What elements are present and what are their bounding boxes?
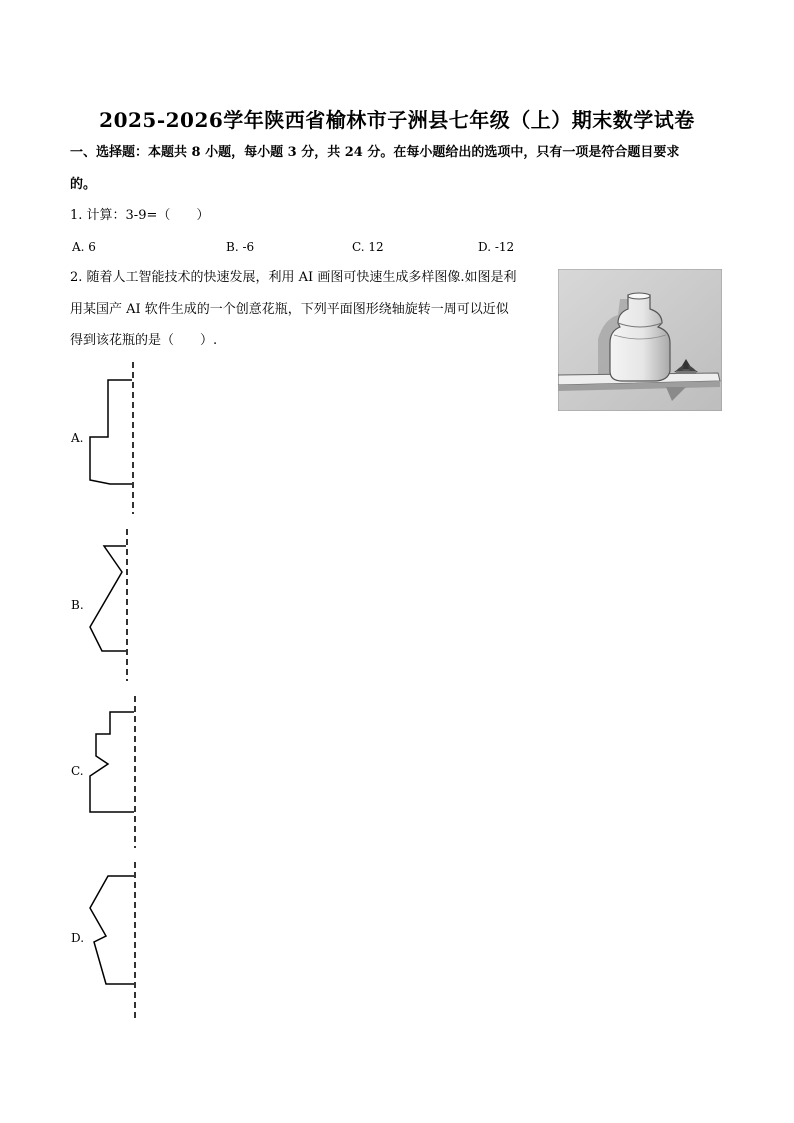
q1-option-d: D. -12 [478,240,515,254]
figure-a [86,362,142,516]
figure-b [86,529,142,683]
figure-c-label: C. [71,764,84,778]
figure-b-label: B. [71,598,84,612]
q2-stem-line3: 得到该花瓶的是（ ）. [70,333,218,348]
section-heading-line1: 一、选择题：本题共 8 小题，每小题 3 分，共 24 分。在每小题给出的选项中，只有一项是符合题目要求 [70,145,680,160]
q2-stem-line1: 2. 随着人工智能技术的快速发展，利用 AI 画图可快速生成多样图像.如图是利 [70,270,517,285]
q2-stem-line2: 用某国产 AI 软件生成的一个创意花瓶，下列平面图形绕轴旋转一周可以近似 [70,302,509,317]
q1-option-a: A. 6 [72,240,96,254]
figure-a-label: A. [71,431,84,445]
figure-d [86,862,142,1020]
page-title: 2025-2026学年陕西省榆林市子洲县七年级（上）期末数学试卷 [99,108,695,132]
figure-c [86,696,142,850]
q1-option-c: C. 12 [352,240,384,254]
vase-image [558,269,722,411]
q1-option-b: B. -6 [226,240,255,254]
section-heading-line2: 的。 [70,177,97,192]
q1-stem: 1. 计算：3-9=（ ） [70,208,210,223]
figure-d-label: D. [71,931,85,945]
